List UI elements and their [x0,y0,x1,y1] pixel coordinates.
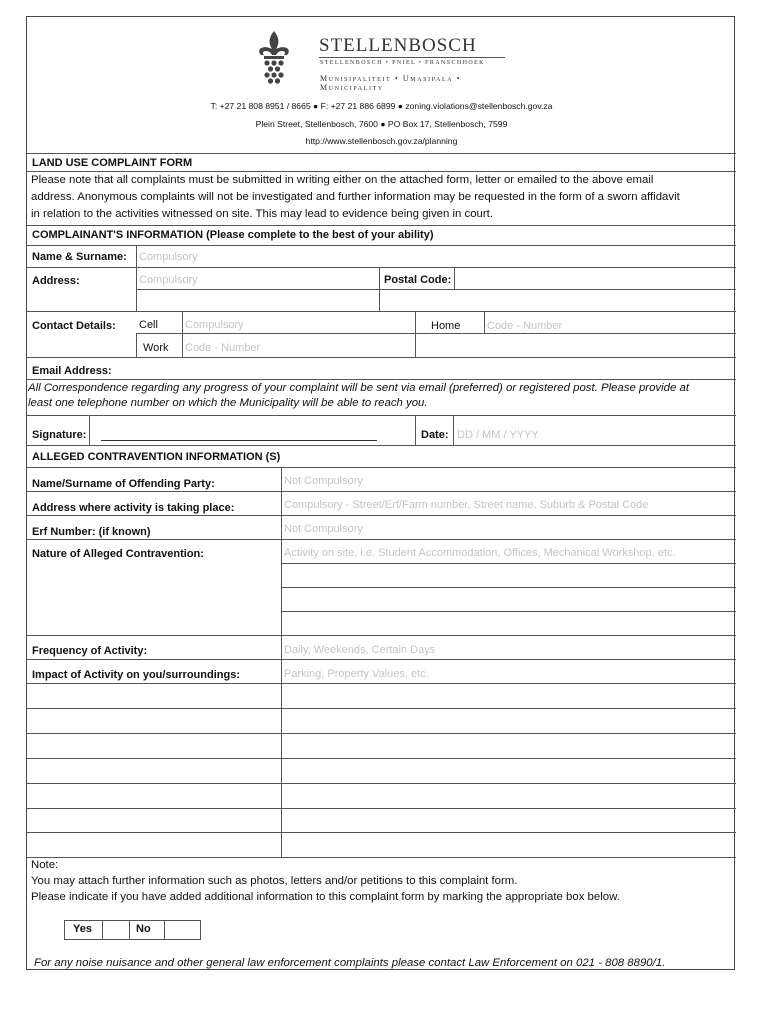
divider [27,225,736,226]
work-label: Work [143,342,169,354]
logo-tagline: Munisipaliteit • Umasipala • Municipality [320,74,462,92]
erf-label: Erf Number: (if known) [32,526,151,538]
no-label: No [136,923,151,935]
fleur-de-lis-icon [257,29,291,87]
impact-field[interactable]: Parking, Property Values, etc. [284,668,429,680]
logo-subtitle: STELLENBOSCH • PNIEL • FRANSCHHOEK [320,60,485,66]
address-line: Plein Street, Stellenbosch, 7600 ● PO Box 17, Stellenbosch, 7599 [255,119,508,129]
divider [27,683,736,684]
divider [27,832,736,833]
divider [27,635,736,636]
logo-divider [319,57,505,58]
form-frame [26,16,735,970]
email-label: Email Address: [32,365,112,377]
note-line-2: Please indicate if you have added additional information to this complaint form by marking the appropriate box below. [31,891,620,903]
divider [27,758,736,759]
divider [136,289,736,290]
divider [136,245,137,267]
frequency-label: Frequency of Activity: [32,645,148,657]
correspondence-line-1: All Correspondence regarding any progress of your complaint will be sent via email (preferred) or registered post. Please provide at [28,382,689,394]
date-label: Date: [421,429,449,441]
url-line[interactable]: http://www.stellenbosch.gov.za/planning [305,136,458,146]
divider [136,333,736,334]
yes-label: Yes [73,923,92,935]
offender-field[interactable]: Not Compulsory [284,475,363,487]
divider [27,808,736,809]
law-enforcement-footer: For any noise nuisance and other general law enforcement complaints please contact Law Enforcement on 021 - 808 8890/1. [34,957,666,969]
divider [129,920,130,940]
nature-field-line-2[interactable] [282,564,735,586]
divider [136,333,137,357]
divider [27,153,736,154]
home-field[interactable]: Code - Number [487,320,563,332]
divider [415,415,416,445]
nature-field-line-3[interactable] [282,588,735,610]
nature-field[interactable]: Activity on site, i.e. Student Accommodation, Offices, Mechanical Workshop, etc. [284,547,676,559]
address-field[interactable]: Compulsory [139,274,198,286]
work-field[interactable]: Code - Number [185,342,261,354]
nature-field-line-4[interactable] [282,612,735,634]
contact-details-label: Contact Details: [32,320,116,332]
municipality-logo [257,29,507,92]
form-title: LAND USE COMPLAINT FORM [32,157,193,169]
signature-field[interactable] [101,440,377,441]
divider [27,708,736,709]
activity-address-label: Address where activity is taking place: [32,502,235,514]
divider [27,467,736,468]
divider [27,659,736,660]
divider [27,733,736,734]
impact-label: Impact of Activity on you/surroundings: [32,669,240,681]
activity-address-field[interactable]: Compulsory - Street/Erf/Farm number, Street name, Suburb & Postal Code [284,499,649,511]
nature-label: Nature of Alleged Contravention: [32,548,204,560]
yes-checkbox[interactable] [103,921,129,939]
divider [27,539,736,540]
divider [281,467,282,857]
cell-field[interactable]: Compulsory [185,319,244,331]
no-checkbox[interactable] [165,921,200,939]
frequency-field[interactable]: Daily, Weekends, Certain Days [284,644,436,656]
divider [27,857,736,858]
cell-label: Cell [139,319,158,331]
divider [182,311,183,357]
postal-code-label: Postal Code: [384,274,452,286]
contravention-section-title: ALLEGED CONTRAVENTION INFORMATION (S) [32,451,281,463]
signature-label: Signature: [32,429,87,441]
erf-field[interactable]: Not Compulsory [284,523,363,535]
divider [27,445,736,446]
logo-title: STELLENBOSCH [319,35,477,56]
email-field[interactable] [137,358,735,378]
divider [27,783,736,784]
contact-line: T: +27 21 808 8951 / 8665 ● F: +27 21 886 6899 ● zoning.violations@stellenbosch.gov.za [210,101,553,111]
note-line-1: You may attach further information such as photos, letters and/or petitions to this complaint form. [31,875,518,887]
divider [27,491,736,492]
complainant-section-title: COMPLAINANT'S INFORMATION (Please complete to the best of your ability) [32,229,434,241]
postal-code-field[interactable] [455,268,735,288]
divider [415,311,416,357]
address-label: Address: [32,275,80,287]
divider [27,415,736,416]
intro-line-1: Please note that all complaints must be submitted in writing either on the attached form, letter or emailed to the above email [31,174,654,186]
intro-line-3: in relation to the activities witnessed on site. This may lead to evidence being given in court. [31,208,493,220]
name-label: Name & Surname: [32,251,127,263]
date-field[interactable]: DD / MM / YYYY [457,429,539,441]
offender-label: Name/Surname of Offending Party: [32,478,215,490]
divider [453,415,454,445]
divider [27,245,736,246]
divider [89,415,90,445]
divider [27,311,736,312]
note-title: Note: [31,859,59,871]
correspondence-line-2: least one telephone number on which the Municipality will be able to reach you. [28,397,428,409]
name-field[interactable]: Compulsory [139,251,198,263]
intro-line-2: address. Anonymous complaints will not be investigated and further information may be requested in the form of a sworn affidavit [31,191,680,203]
divider [27,515,736,516]
divider [484,311,485,333]
home-label: Home [431,320,461,332]
